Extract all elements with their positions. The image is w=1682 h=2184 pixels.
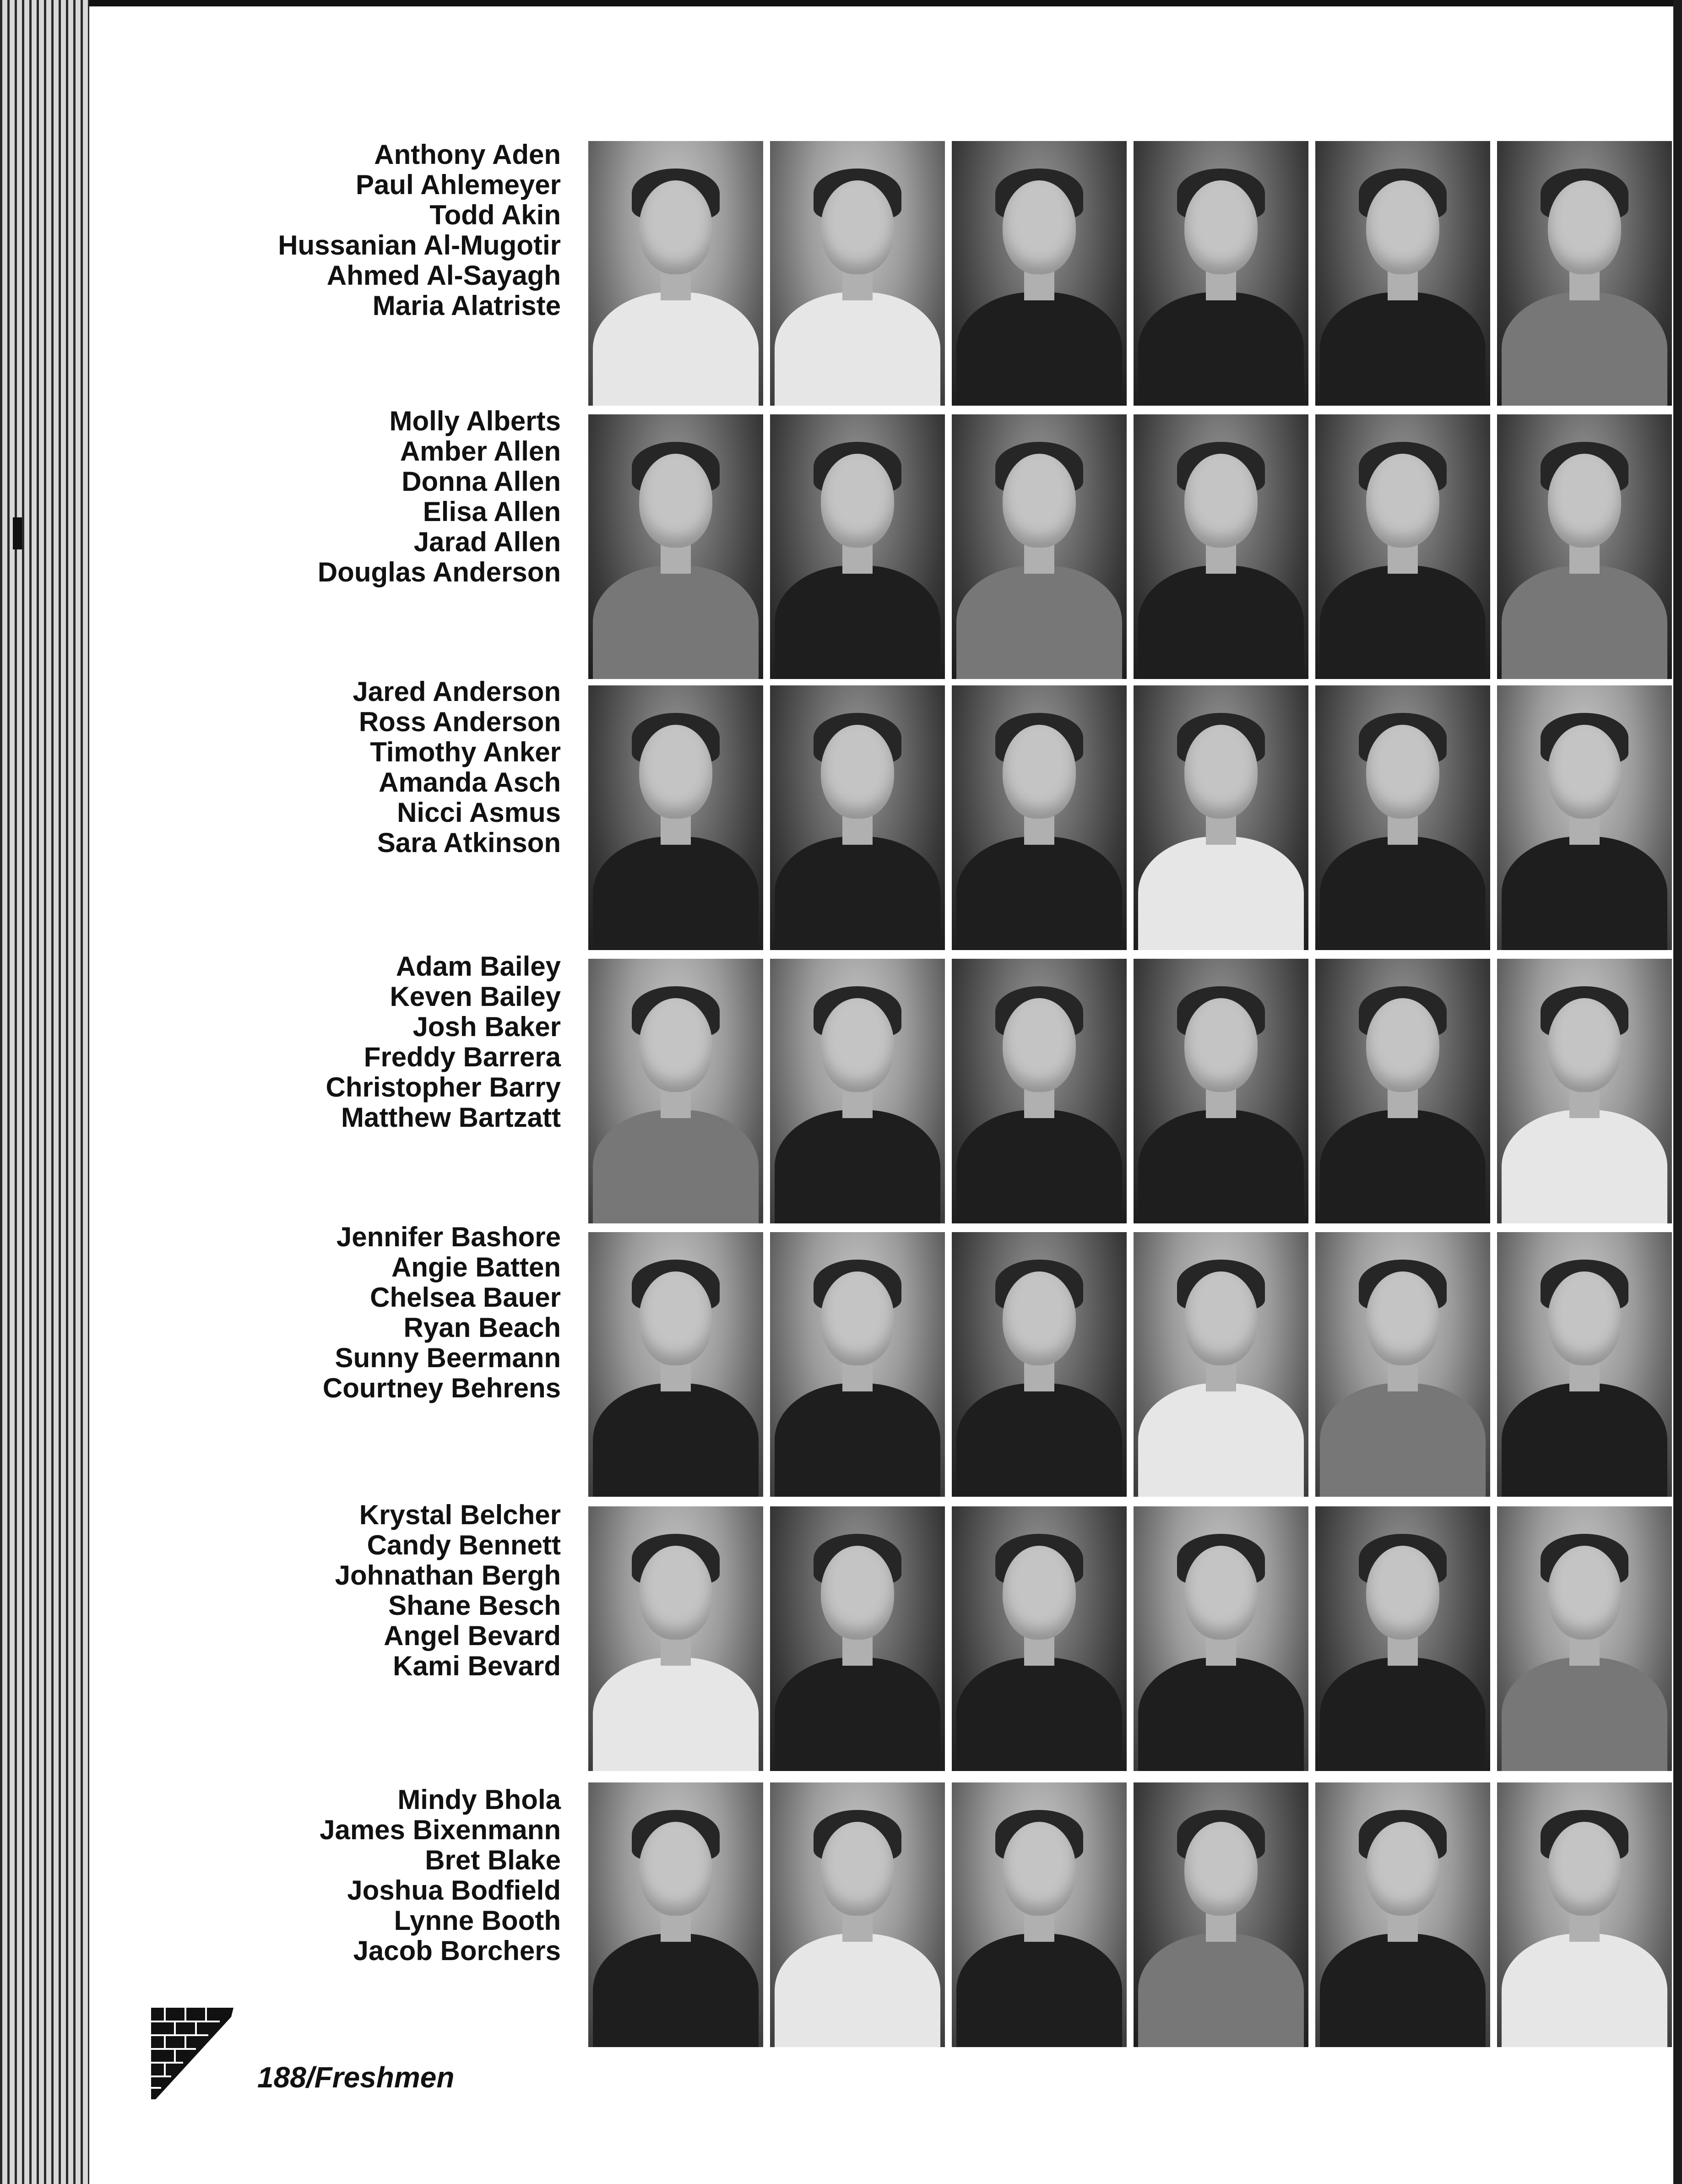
student-portrait: [1497, 959, 1672, 1223]
student-name: Mindy Bhola: [397, 1784, 561, 1815]
name-list: [206, 951, 561, 1133]
student-name: Kami Bevard: [393, 1651, 561, 1681]
page-stack-edge: [0, 0, 89, 2184]
student-portrait: [588, 414, 763, 679]
name-list: [206, 406, 561, 587]
student-name: Christopher Barry: [326, 1072, 561, 1103]
student-name: Jarad Allen: [413, 527, 561, 557]
student-name: Maria Alatriste: [372, 290, 561, 321]
student-name: Adam Bailey: [396, 951, 561, 982]
student-name: Timothy Anker: [370, 737, 561, 767]
student-portrait: [1497, 141, 1672, 406]
student-name: Chelsea Bauer: [370, 1282, 561, 1313]
student-portrait: [1134, 1506, 1308, 1771]
student-portrait: [952, 1232, 1127, 1497]
student-name: Angie Batten: [391, 1252, 561, 1282]
student-name: Amanda Asch: [379, 767, 561, 798]
student-name: Joshua Bodfield: [347, 1875, 561, 1906]
student-portrait: [588, 1506, 763, 1771]
student-name: Candy Bennett: [367, 1530, 561, 1560]
student-portrait: [770, 685, 945, 950]
student-name: Elisa Allen: [423, 496, 561, 527]
student-name: Bret Blake: [425, 1845, 561, 1875]
student-portrait: [770, 1782, 945, 2047]
student-portrait: [952, 685, 1127, 950]
student-portrait: [1315, 141, 1490, 406]
name-list: [206, 677, 561, 858]
student-portrait: [588, 685, 763, 950]
student-portrait: [1315, 685, 1490, 950]
student-name: Ryan Beach: [403, 1312, 561, 1343]
page-right-edge: [1673, 0, 1682, 2184]
student-portrait: [952, 1782, 1127, 2047]
student-portrait: [1134, 141, 1308, 406]
student-portrait: [952, 414, 1127, 679]
student-portrait: [588, 959, 763, 1223]
student-portrait: [770, 959, 945, 1223]
student-name: Molly Alberts: [389, 406, 561, 436]
student-portrait: [1134, 1232, 1308, 1497]
student-portrait: [1497, 414, 1672, 679]
student-name: Ahmed Al-Sayagh: [326, 260, 561, 291]
student-portrait: [770, 414, 945, 679]
student-name: Jared Anderson: [353, 676, 561, 707]
student-name: Matthew Bartzatt: [341, 1102, 561, 1133]
student-name: Jacob Borchers: [353, 1935, 561, 1966]
student-portrait: [1497, 1506, 1672, 1771]
student-name: Lynne Booth: [394, 1905, 561, 1936]
student-name: Todd Akin: [429, 200, 561, 230]
name-list: [206, 1222, 561, 1403]
name-list: [206, 1785, 561, 1966]
student-name: Jennifer Bashore: [336, 1222, 561, 1252]
student-name: Shane Besch: [388, 1590, 561, 1621]
student-name: Paul Ahlemeyer: [356, 169, 561, 200]
student-portrait: [1315, 1232, 1490, 1497]
student-portrait: [1134, 414, 1308, 679]
student-portrait: [1315, 959, 1490, 1223]
student-name: Anthony Aden: [374, 139, 561, 170]
student-portrait: [1315, 414, 1490, 679]
student-name: Nicci Asmus: [397, 797, 561, 828]
student-portrait: [1134, 1782, 1308, 2047]
student-portrait: [1134, 685, 1308, 950]
student-portrait: [1315, 1782, 1490, 2047]
student-portrait: [588, 1782, 763, 2047]
student-portrait: [770, 1232, 945, 1497]
student-name: Sunny Beermann: [335, 1342, 561, 1373]
folio-brick-icon: [151, 2008, 233, 2099]
student-portrait: [770, 1506, 945, 1771]
student-name: Keven Bailey: [390, 981, 561, 1012]
name-list: [206, 1500, 561, 1681]
page-folio: 188/Freshmen: [257, 2061, 455, 2094]
student-portrait: [1315, 1506, 1490, 1771]
student-portrait: [588, 141, 763, 406]
student-portrait: [770, 141, 945, 406]
student-portrait: [588, 1232, 763, 1497]
student-portrait: [1497, 1782, 1672, 2047]
student-name: Hussanian Al-Mugotir: [278, 230, 561, 261]
student-name: Donna Allen: [402, 466, 561, 497]
student-portrait: [1497, 685, 1672, 950]
student-name: Courtney Behrens: [322, 1373, 561, 1403]
student-name: Krystal Belcher: [359, 1499, 561, 1530]
stack-mark: [13, 517, 22, 549]
student-name: Josh Baker: [412, 1011, 561, 1042]
student-portrait: [1134, 959, 1308, 1223]
student-name: Angel Bevard: [384, 1620, 561, 1651]
student-name: Ross Anderson: [358, 706, 561, 737]
student-name: Douglas Anderson: [317, 557, 561, 587]
page-top-edge: [0, 0, 1682, 6]
student-portrait: [952, 141, 1127, 406]
student-portrait: [952, 1506, 1127, 1771]
student-portrait: [1497, 1232, 1672, 1497]
student-name: Freddy Barrera: [364, 1042, 561, 1072]
name-list: [206, 140, 561, 321]
student-name: James Bixenmann: [320, 1815, 561, 1845]
student-portrait: [952, 959, 1127, 1223]
student-name: Sara Atkinson: [377, 827, 561, 858]
student-name: Amber Allen: [400, 436, 561, 467]
student-name: Johnathan Bergh: [335, 1560, 561, 1591]
